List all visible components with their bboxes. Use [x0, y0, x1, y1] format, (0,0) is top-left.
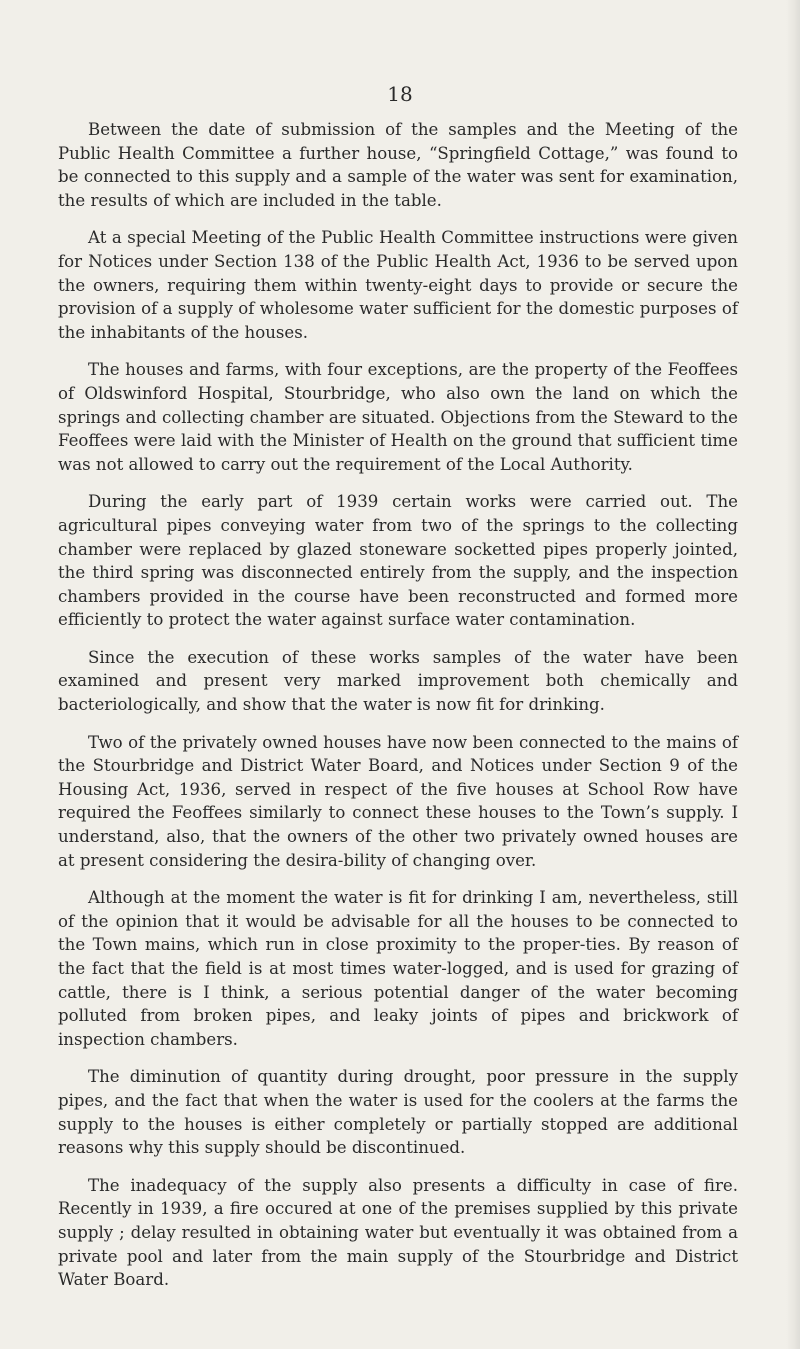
paragraph: Although at the moment the water is fit for drinking I am, nevertheless, still of the opinion that it would be advisable for all the houses to be connected to the Town mains, which run in close proximity to the proper-ties. By reason of the fact that the field is at most times water-logged, and is used for grazing of cattle, there is I think, a serious potential danger of the water becoming polluted from broken pipes, and leaky joints of pipes and brickwork of inspection chambers.	[58, 888, 738, 1049]
paragraph: At a special Meeting of the Public Health Committee instructions were given for Notices under Section 138 of the Public Health Act, 1936 to be served upon the owners, requiring them within twenty-eight days to provide or secure the provision of a supply of wholesome water sufficient for the domestic purposes of the inhabitants of the houses.	[58, 228, 738, 342]
paragraph: Two of the privately owned houses have now been connected to the mains of the Stourbridge and District Water Board, and Notices under Section 9 of the Housing Act, 1936, served in respect of the five houses at School Row have required the Feoffees similarly to connect these houses to the Town’s supply. I understand, also, that the owners of the other two privately owned houses are at present considering the desira-bility of changing over.	[58, 732, 738, 870]
paragraph: The houses and farms, with four exceptions, are the property of the Feoffees of Oldswinford Hospital, Stourbridge, who also own the land on which the springs and collecting chamber are situated. Objections from the Steward to the Feoffees were laid with the Minister of Health on the ground that sufficient time was not allowed to carry out the requirement of the Local Authority.	[58, 360, 738, 474]
page-number: 18	[387, 82, 413, 106]
paragraph: The diminution of quantity during drought, poor pressure in the supply pipes, and the fact that when the water is used for the coolers at the farms the supply to the houses is either completely or partially stopped are additional reasons why this supply should be discontinued.	[58, 1067, 738, 1158]
page-edge-shadow	[786, 0, 800, 1349]
body-text	[58, 118, 738, 1306]
paragraph: During the early part of 1939 certain works were carried out. The agricultural pipes conveying water from two of the springs to the collecting chamber were replaced by glazed stoneware socketted pipes properly jointed, the third spring was disconnected entirely from the supply, and the inspection chambers provided in the course have been reconstructed and formed more efficiently to protect the water against surface water contamination.	[58, 492, 738, 630]
paragraph: The inadequacy of the supply also presents a difficulty in case of fire. Recently in 1939, a fire occured at one of the premises supplied by this private supply ; delay resulted in obtaining water but eventually it was obtained from a private pool and later from the main supply of the Stourbridge and District Water Board.	[58, 1175, 738, 1290]
paragraph: Between the date of submission of the samples and the Meeting of the Public Health Committee a further house, “Springfield Cottage,” was found to be connected to this supply and a sample of the water was sent for examination, the results of which are included in the table.	[58, 120, 738, 210]
paragraph: Since the execution of these works samples of the water have been examined and present very marked improvement both chemically and bacteriologically, and show that the water is now fit for drinking.	[58, 647, 738, 715]
